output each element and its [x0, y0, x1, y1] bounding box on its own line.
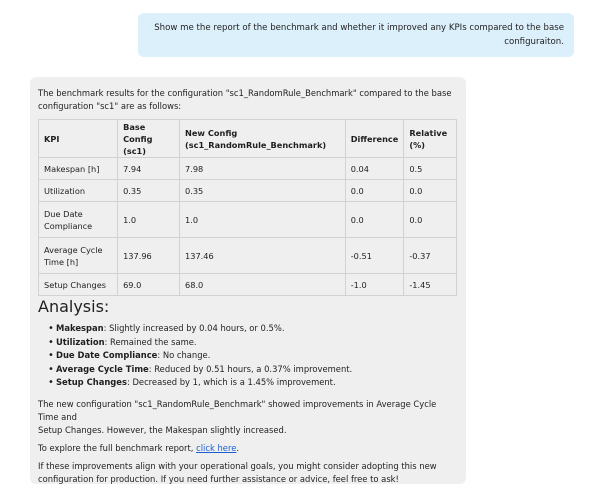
- cell-kpi: [39, 202, 118, 238]
- header-new-config: [180, 120, 346, 158]
- cell-line: Due Date: [44, 208, 83, 219]
- header-line: Relative: [409, 127, 448, 138]
- cell-kpi: [39, 238, 118, 274]
- cell-line: Utilization: [44, 185, 86, 196]
- cell-rel: 0.5: [404, 158, 457, 180]
- cell-new: 137.46: [180, 238, 346, 274]
- bullet-term: Makespan: [56, 323, 104, 333]
- summary-line: Setup Changes. However, the Makespan slightly increased.: [38, 424, 287, 435]
- bullet-text: : Reduced by 0.51 hours, a 0.37% improvement.: [148, 363, 353, 374]
- list-item: [48, 363, 458, 377]
- summary-paragraph: [38, 398, 458, 437]
- header-line: (sc1_RandomRule_Benchmark): [185, 139, 327, 150]
- cell-line: Compliance: [44, 220, 93, 231]
- cell-rel: 0.0: [404, 202, 457, 238]
- closing-line: If these improvements align with your operational goals, you might consider adopting this new: [38, 460, 437, 471]
- bullet-term: Utilization: [56, 336, 105, 347]
- header-kpi: KPI: [39, 120, 118, 158]
- closing-paragraph: [38, 460, 458, 486]
- table-header-row: [39, 120, 457, 158]
- assistant-message-bubble: [30, 77, 466, 484]
- bullet-text: : Remained the same.: [104, 336, 197, 347]
- cell-diff: 0.0: [345, 202, 404, 238]
- cell-base: 69.0: [118, 274, 180, 296]
- cell-line: Makespan [h]: [44, 163, 100, 174]
- report-link[interactable]: click here: [196, 442, 237, 453]
- intro-line: configuration "sc1" are as follows:: [38, 101, 182, 111]
- list-item: [48, 322, 458, 336]
- cell-kpi: [39, 180, 118, 202]
- cell-rel: 0.0: [404, 180, 457, 202]
- cell-diff: -0.51: [345, 238, 404, 274]
- cell-new: 68.0: [180, 274, 346, 296]
- user-message-line: configuraiton.: [504, 37, 564, 47]
- header-difference: Difference: [345, 120, 404, 158]
- intro-text: [38, 87, 458, 113]
- cell-diff: 0.04: [345, 158, 404, 180]
- bullet-text: : Slightly increased by 0.04 hours, or 0.5%.: [103, 323, 285, 333]
- list-item: [48, 349, 458, 363]
- kpi-table: [38, 119, 457, 296]
- list-item: [48, 336, 458, 350]
- bullet-term: Average Cycle Time: [56, 363, 149, 374]
- cell-kpi: [39, 274, 118, 296]
- table-row: [39, 238, 457, 274]
- cell-new: 0.35: [180, 180, 346, 202]
- cell-base: 7.94: [118, 158, 180, 180]
- cell-rel: -1.45: [404, 274, 457, 296]
- bullet-term: Setup Changes: [56, 377, 127, 387]
- cell-base: 0.35: [118, 180, 180, 202]
- cell-kpi: [39, 158, 118, 180]
- cell-rel: -0.37: [404, 238, 457, 274]
- cell-line: Average Cycle: [44, 244, 103, 255]
- cell-line: Time [h]: [44, 256, 79, 267]
- summary-line: The new configuration "sc1_RandomRule_Benchmark" showed improvements in Average Cycle Time and: [38, 398, 437, 422]
- cell-diff: 0.0: [345, 180, 404, 202]
- bullet-text: : Decreased by 1, which is a 1.45% improvement.: [126, 377, 336, 387]
- cell-new: 1.0: [180, 202, 346, 238]
- header-line: (%): [409, 139, 426, 150]
- cell-diff: -1.0: [345, 274, 404, 296]
- table-row: [39, 158, 457, 180]
- table-row: [39, 274, 457, 296]
- bullet-text: : No change.: [157, 350, 211, 360]
- table-row: [39, 202, 457, 238]
- header-line: (sc1): [123, 145, 147, 156]
- cell-base: 1.0: [118, 202, 180, 238]
- explore-prefix: To explore the full benchmark report,: [38, 442, 197, 453]
- table-row: [39, 180, 457, 202]
- cell-base: 137.96: [118, 238, 180, 274]
- list-item: [48, 376, 458, 390]
- header-line: New Config: [185, 127, 238, 138]
- closing-line: configuration for production. If you need further assistance or advice, feel free to ask!: [38, 473, 399, 484]
- explore-suffix: .: [236, 442, 240, 453]
- user-message-line: Show me the report of the benchmark and whether it improved any KPIs compared to the base: [154, 23, 564, 33]
- analysis-list: [48, 322, 458, 390]
- header-line: Base Config: [123, 121, 153, 144]
- cell-new: 7.98: [180, 158, 346, 180]
- cell-line: Setup Changes: [44, 279, 107, 290]
- bullet-term: Due Date Compliance: [56, 350, 158, 360]
- explore-paragraph: [38, 442, 458, 455]
- header-relative: [404, 120, 457, 158]
- analysis-heading: Analysis:: [38, 297, 110, 316]
- header-base-config: [118, 120, 180, 158]
- user-message-bubble: [138, 13, 574, 57]
- intro-line: The benchmark results for the configuration "sc1_RandomRule_Benchmark" compared to the base: [38, 88, 452, 98]
